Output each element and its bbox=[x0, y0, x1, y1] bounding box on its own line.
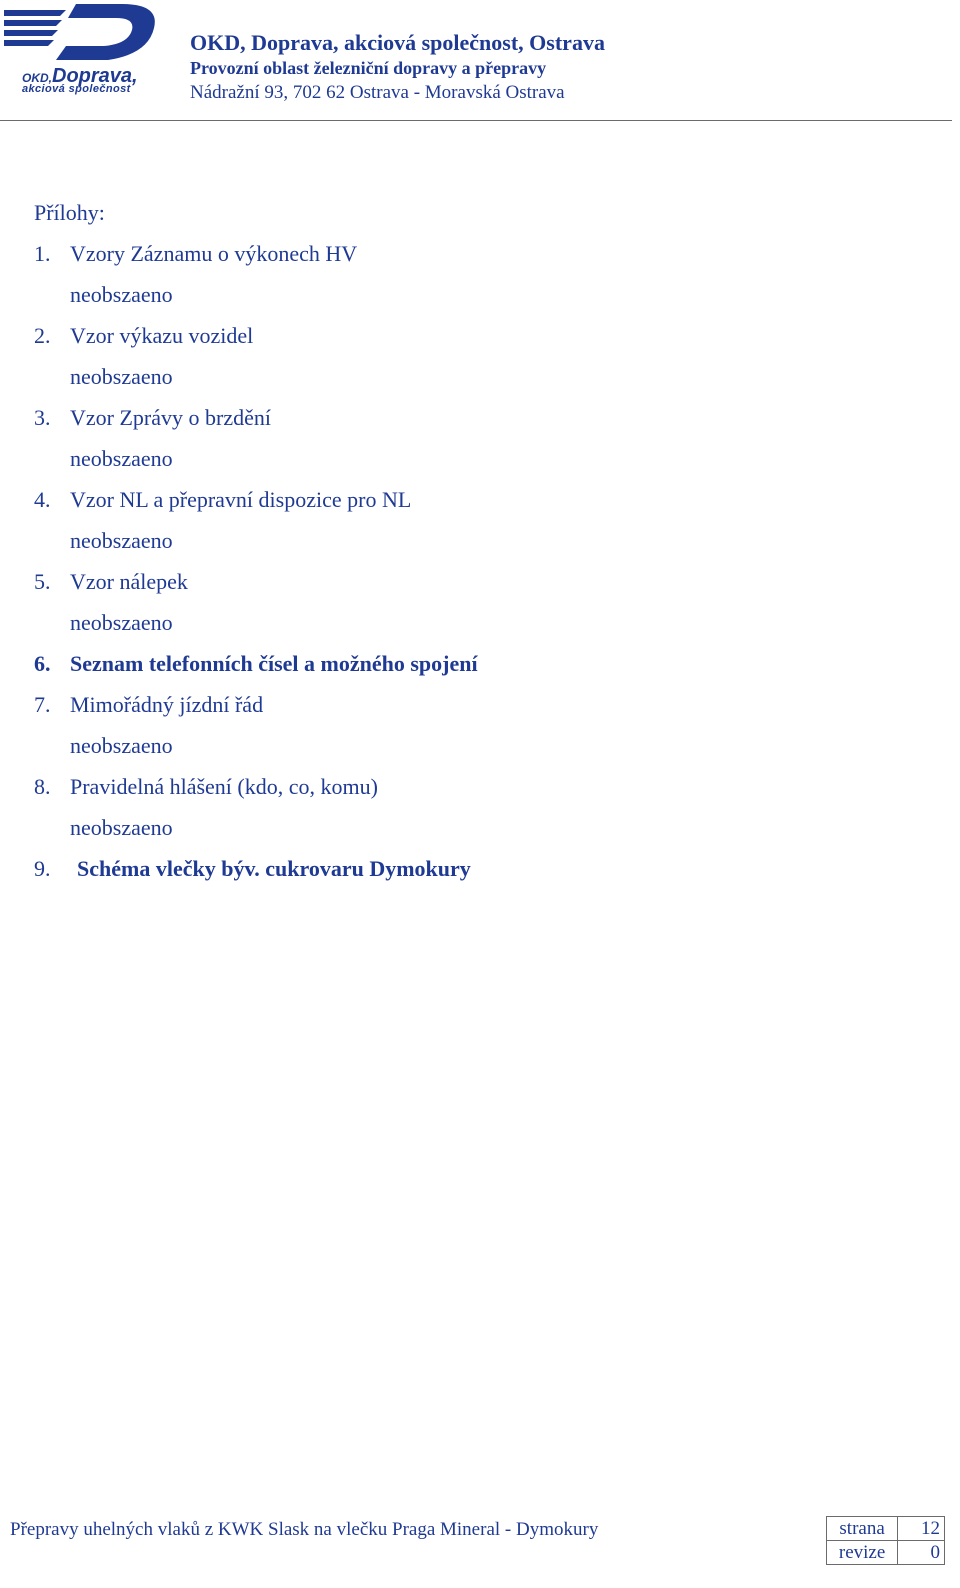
item-note: neobszaeno bbox=[70, 733, 173, 758]
item-label: Vzory Záznamu o výkonech HV bbox=[70, 241, 358, 266]
attachments-section bbox=[34, 193, 934, 889]
item-label: Vzor Zprávy o brzdění bbox=[70, 405, 271, 430]
page-footer bbox=[0, 1516, 945, 1566]
logo-d-mark-icon bbox=[4, 2, 160, 68]
item-note: neobszaeno bbox=[70, 282, 173, 307]
item-number: 1. bbox=[34, 241, 51, 266]
item-label: Mimořádný jízdní řád bbox=[70, 692, 264, 717]
item-label: Vzor nálepek bbox=[70, 569, 188, 594]
list-item bbox=[34, 315, 934, 356]
item-note-row bbox=[34, 725, 934, 766]
table-row bbox=[827, 1517, 945, 1541]
logo-okd-text: OKD, bbox=[22, 71, 52, 85]
item-note: neobszaeno bbox=[70, 610, 173, 635]
item-label: Pravidelná hlášení (kdo, co, komu) bbox=[70, 774, 378, 799]
item-note: neobszaeno bbox=[70, 815, 173, 840]
page-header bbox=[0, 0, 952, 121]
item-number: 8. bbox=[34, 774, 51, 799]
page-label: strana bbox=[827, 1517, 898, 1541]
list-item bbox=[34, 561, 934, 602]
item-label: Schéma vlečky býv. cukrovaru Dymokury bbox=[77, 856, 471, 881]
list-item bbox=[34, 848, 934, 889]
item-note-row bbox=[34, 602, 934, 643]
item-note-row bbox=[34, 274, 934, 315]
item-note: neobszaeno bbox=[70, 446, 173, 471]
revision-number: 0 bbox=[898, 1541, 945, 1565]
company-name: OKD, Doprava, akciová společnost, Ostrava bbox=[190, 30, 605, 55]
item-note-row bbox=[34, 438, 934, 479]
item-label: Seznam telefonních čísel a možného spojení bbox=[70, 651, 478, 676]
attachments-title: Přílohy: bbox=[34, 200, 105, 225]
list-item bbox=[34, 766, 934, 807]
item-number: 6. bbox=[34, 651, 51, 676]
list-item bbox=[34, 643, 934, 684]
item-number: 4. bbox=[34, 487, 51, 512]
logo-subtitle: akciová společnost bbox=[22, 83, 131, 95]
item-label: Vzor výkazu vozidel bbox=[70, 323, 254, 348]
item-label: Vzor NL a přepravní dispozice pro NL bbox=[70, 487, 412, 512]
company-unit: Provozní oblast železniční dopravy a přepravy bbox=[190, 58, 547, 78]
company-address: Nádražní 93, 702 62 Ostrava - Moravská Ostrava bbox=[190, 82, 565, 103]
item-note-row bbox=[34, 520, 934, 561]
item-number: 9. bbox=[34, 856, 51, 881]
item-number: 2. bbox=[34, 323, 51, 348]
item-number: 5. bbox=[34, 569, 51, 594]
revision-label: revize bbox=[827, 1541, 898, 1565]
list-item bbox=[34, 397, 934, 438]
footer-page-info-table bbox=[826, 1516, 945, 1565]
item-number: 7. bbox=[34, 692, 51, 717]
logo-doprava-text: Doprava, bbox=[52, 65, 138, 87]
footer-document-title: Přepravy uhelných vlaků z KWK Slask na vlečku Praga Mineral - Dymokury bbox=[10, 1519, 599, 1540]
list-item bbox=[34, 684, 934, 725]
table-row bbox=[827, 1541, 945, 1565]
item-number: 3. bbox=[34, 405, 51, 430]
list-item bbox=[34, 479, 934, 520]
item-note-row bbox=[34, 356, 934, 397]
item-note: neobszaeno bbox=[70, 364, 173, 389]
item-note-row bbox=[34, 807, 934, 848]
item-note: neobszaeno bbox=[70, 528, 173, 553]
page-number: 12 bbox=[898, 1517, 945, 1541]
company-logo bbox=[4, 2, 160, 96]
list-item bbox=[34, 233, 934, 274]
